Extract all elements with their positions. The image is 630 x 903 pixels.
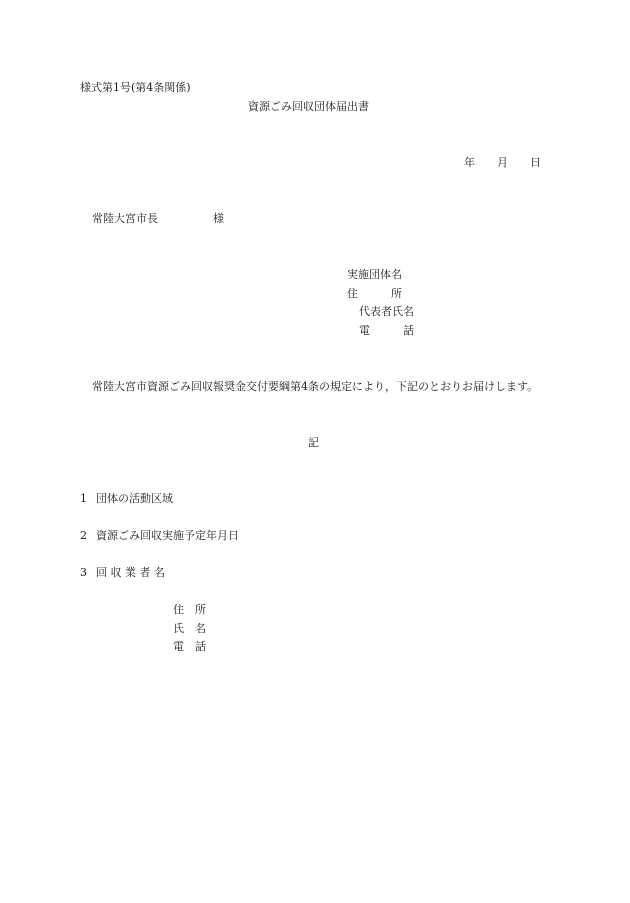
ki-heading: 記 <box>308 436 319 449</box>
item-3-number: 3 <box>80 566 87 579</box>
item-2-number: 2 <box>80 529 87 542</box>
item-3-label: 回 収 業 者 名 <box>96 566 165 579</box>
document-title: 資源ごみ回収団体届出書 <box>248 100 369 113</box>
addressee: 常陸大宮市長 様 <box>92 212 224 225</box>
item-1-label: 団体の活動区域 <box>96 492 173 505</box>
collector-phone-label: 電 話 <box>173 640 206 653</box>
item-2-label: 資源ごみ回収実施予定年月日 <box>96 529 239 542</box>
form-label: 様式第1号(第4条関係) <box>80 81 191 94</box>
applicant-address-label: 住 所 <box>347 287 402 300</box>
applicant-representative-label: 代表者氏名 <box>359 305 414 318</box>
collector-address-label: 住 所 <box>173 603 206 616</box>
date-line: 年 月 日 <box>464 156 541 169</box>
collector-name-label: 氏 名 <box>173 622 206 635</box>
applicant-org-name-label: 実施団体名 <box>347 268 402 281</box>
applicant-phone-label: 電 話 <box>359 324 414 337</box>
item-1-number: 1 <box>80 492 87 505</box>
body-text: 常陸大宮市資源ごみ回収報奨金交付要綱第4条の規定により，下記のとおりお届けします。 <box>92 380 539 393</box>
